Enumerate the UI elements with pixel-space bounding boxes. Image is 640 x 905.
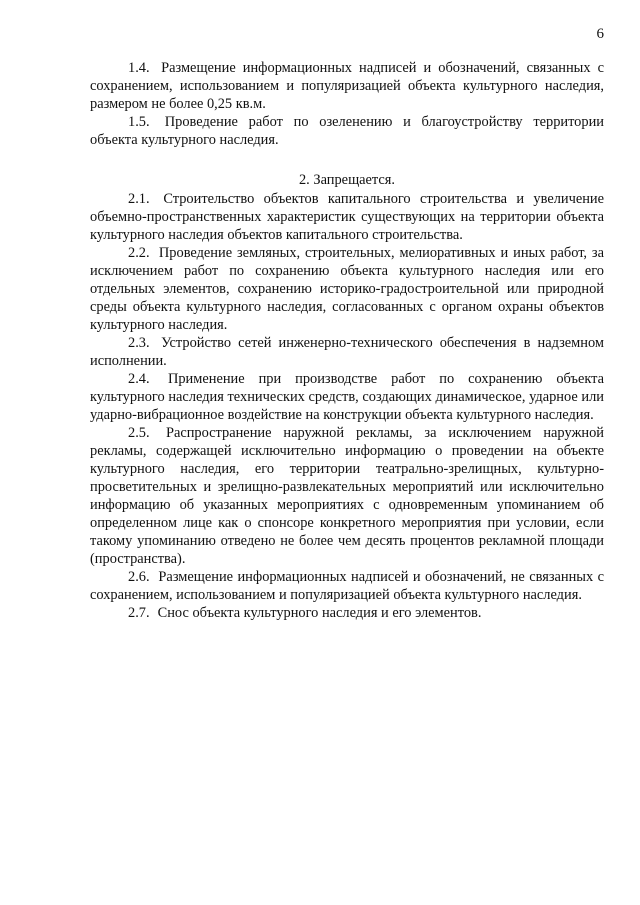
section-heading: 2. Запрещается. — [298, 172, 395, 188]
paragraph-2-7 — [90, 604, 604, 622]
item-number: 1.4. — [128, 60, 150, 76]
item-number: 2.4. — [128, 371, 150, 387]
item-number: 2.3. — [128, 335, 150, 351]
paragraph-2-5 — [90, 424, 604, 568]
item-text: Проведение работ по озеленению и благоустройству территории объекта культурного наследия. — [90, 114, 604, 148]
item-number: 2.5. — [128, 425, 150, 441]
item-text: Строительство объектов капитального строительства и увеличение объемно-пространственных характеристик существующих на территории объекта культурного наследия объектов капитального строительства. — [90, 191, 604, 243]
item-number: 2.6. — [128, 569, 150, 585]
item-number: 2.1. — [128, 191, 150, 207]
paragraph-2-2 — [90, 244, 604, 334]
item-number: 1.5. — [128, 114, 150, 130]
item-text: Размещение информационных надписей и обозначений, связанных с сохранением, использованием и популяризацией объекта культурного наследия, размером не более 0,25 кв.м. — [90, 60, 604, 112]
item-number: 2.2. — [128, 245, 150, 261]
item-text: Распространение наружной рекламы, за исключением наружной рекламы, содержащей исключительно информацию о проведении на объекте культурного наследия, его территории театрально-зрелищных, культурно-просветительных и зрелищно-развлекательных мероприятий или исключительно информацию об указанных мероприятиях с одновременным упоминанием об определенном лице как о спонсоре конкретного мероприятия при условии, если такому упоминанию отведено не более чем десять процентов рекламной площади (пространства). — [90, 425, 604, 567]
item-text: Устройство сетей инженерно-технического обеспечения в надземном исполнении. — [90, 335, 604, 369]
item-text: Размещение информационных надписей и обозначений, не связанных с сохранением, использованием и популяризацией объекта культурного наследия. — [90, 569, 604, 603]
item-text: Проведение земляных, строительных, мелиоративных и иных работ, за исключением работ по сохранению объекта культурного наследия или его отдельных элементов, сохранению историко-градостроительной или природной среды объекта культурного наследия, согласованных с органом охраны объектов культурного наследия. — [90, 245, 604, 333]
paragraph-1-5 — [90, 113, 604, 149]
paragraph-2-1 — [90, 190, 604, 244]
item-text: Применение при производстве работ по сохранению объекта культурного наследия технических средств, создающих динамическое, ударное или ударно-вибрационное воздействие на конструкции объекта культурного наследия. — [90, 371, 604, 423]
paragraph-2-6 — [90, 568, 604, 604]
item-text: Снос объекта культурного наследия и его элементов. — [157, 605, 482, 621]
paragraph-1-4 — [90, 59, 604, 113]
page-number: 6 — [596, 26, 604, 42]
document-body — [90, 59, 604, 622]
paragraph-2-4 — [90, 370, 604, 424]
item-number: 2.7. — [128, 605, 150, 621]
paragraph-2-3 — [90, 334, 604, 370]
